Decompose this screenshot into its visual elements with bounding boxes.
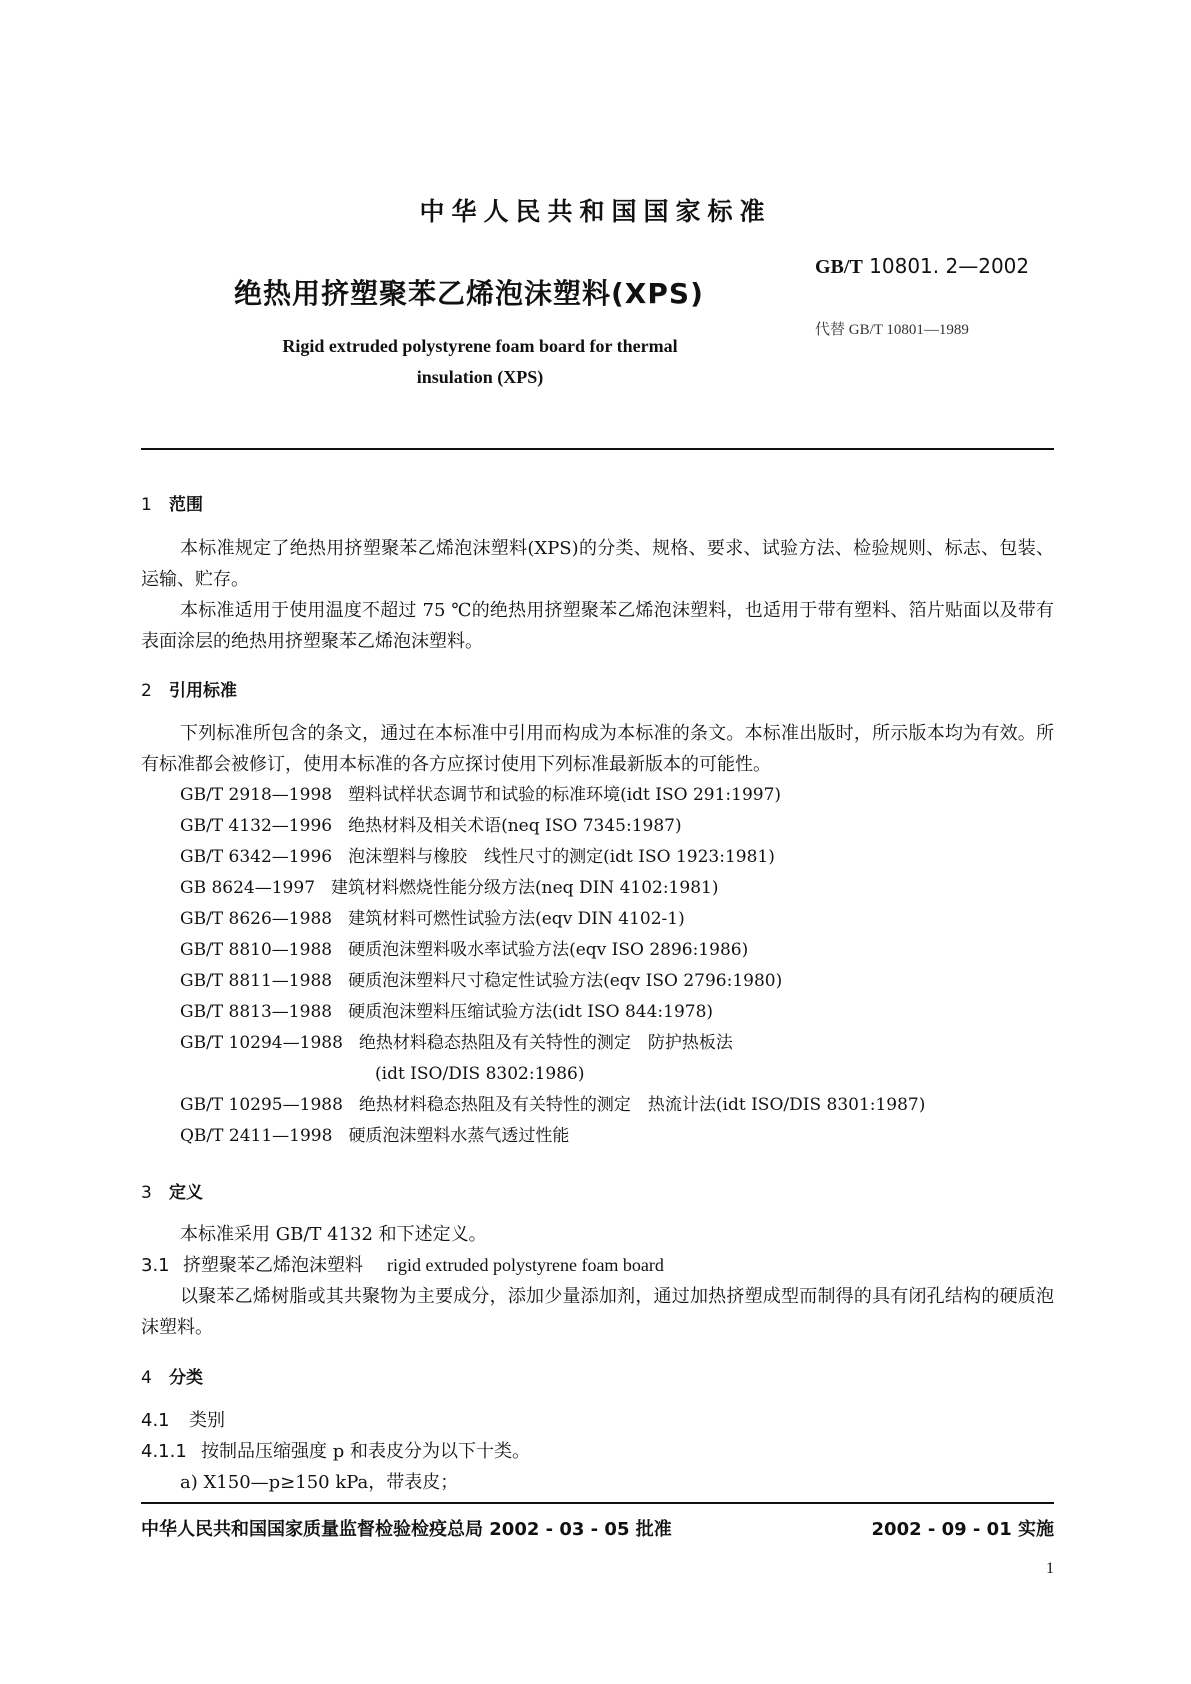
- subsection-4-1-1-number: 4.1.1: [141, 1441, 187, 1462]
- standard-prefix: GB/T: [815, 256, 863, 278]
- list-item-a: a) X150—p≥150 kPa，带表皮；: [180, 1472, 459, 1493]
- reference-item: [180, 904, 685, 935]
- reference-code: GB/T 10295—1988: [180, 1095, 343, 1115]
- reference-title: 绝热材料及相关术语(neq ISO 7345:1987): [348, 816, 682, 836]
- reference-title: 硬质泡沫塑料吸水率试验方法(eqv ISO 2896:1986): [348, 940, 749, 960]
- subsection-3-1-definition: 以聚苯乙烯树脂或其共聚物为主要成分，添加少量添加剂，通过加热挤塑成型而制得的具有闭孔结构的硬质泡沫塑料。: [141, 1286, 1054, 1338]
- reference-item: [180, 966, 782, 997]
- subsection-3-1-number: 3.1: [141, 1255, 170, 1276]
- section-1-paragraph-2: 本标准适用于使用温度不超过 75 ℃的绝热用挤塑聚苯乙烯泡沫塑料，也适用于带有塑料、箔片贴面以及带有表面涂层的绝热用挤塑聚苯乙烯泡沫塑料。: [141, 600, 1054, 652]
- reference-title: 泡沫塑料与橡胶 线性尺寸的测定(idt ISO 1923:1981): [348, 847, 775, 867]
- section-4-number: 4: [141, 1368, 152, 1388]
- subsection-4-1-title: 类别: [189, 1410, 225, 1431]
- subsection-4-1-1-text: 按制品压缩强度 p 和表皮分为以下十类。: [201, 1441, 530, 1462]
- subsection-4-1: [141, 1405, 225, 1436]
- reference-item: [180, 1090, 925, 1121]
- reference-item: [180, 997, 713, 1028]
- reference-code: GB 8624—1997: [180, 878, 316, 898]
- subsection-4-1-1: [141, 1436, 530, 1467]
- reference-code: QB/T 2411—1998: [180, 1126, 333, 1146]
- reference-code: GB/T 8811—1988: [180, 971, 333, 991]
- reference-item: [180, 811, 682, 842]
- reference-item: [180, 935, 748, 966]
- reference-title: (idt ISO/DIS 8302:1986): [375, 1064, 585, 1084]
- reference-item: [180, 1028, 733, 1059]
- standard-number-value: 10801. 2—2002: [862, 254, 1030, 278]
- effective-date: 2002 - 09 - 01 实施: [871, 1519, 1054, 1540]
- reference-title: 塑料试样状态调节和试验的标准环境(idt ISO 291:1997): [348, 785, 782, 805]
- subsection-3-1: [141, 1250, 664, 1281]
- section-3-number: 3: [141, 1183, 152, 1203]
- replaces-standard: 代替 GB/T 10801—1989: [815, 322, 969, 338]
- section-3-paragraph-1: 本标准采用 GB/T 4132 和下述定义。: [180, 1224, 487, 1245]
- subsection-3-1-term-en: rigid extruded polystyrene foam board: [387, 1255, 664, 1275]
- reference-code: GB/T 8813—1988: [180, 1002, 333, 1022]
- reference-title: 绝热材料稳态热阻及有关特性的测定 热流计法(idt ISO/DIS 8301:1987): [358, 1095, 926, 1115]
- reference-title: 硬质泡沫塑料水蒸气透过性能: [348, 1126, 570, 1146]
- reference-title: 硬质泡沫塑料尺寸稳定性试验方法(eqv ISO 2796:1980): [348, 971, 783, 991]
- reference-code: GB/T 2918—1998: [180, 785, 333, 805]
- reference-title: 绝热材料稳态热阻及有关特性的测定 防护热板法: [358, 1033, 733, 1053]
- reference-code: GB/T 4132—1996: [180, 816, 333, 836]
- subsection-4-1-number: 4.1: [141, 1410, 170, 1431]
- section-1-title: 范围: [169, 495, 203, 515]
- document-title-en-line1: Rigid extruded polystyrene foam board for thermal: [282, 336, 678, 356]
- section-3-heading: [141, 1178, 203, 1203]
- section-4-heading: [141, 1363, 203, 1388]
- section-2-paragraph-1: 下列标准所包含的条文，通过在本标准中引用而构成为本标准的条文。本标准出版时，所示版本均为有效。所有标准都会被修订，使用本标准的各方应探讨使用下列标准最新版本的可能性。: [141, 723, 1054, 775]
- header-divider: [141, 448, 1054, 450]
- footer-divider: [141, 1502, 1054, 1504]
- reference-item-continuation: [375, 1059, 585, 1090]
- document-title-cn: 绝热用挤塑聚苯乙烯泡沫塑料(XPS): [234, 277, 704, 310]
- section-1-paragraph-1: 本标准规定了绝热用挤塑聚苯乙烯泡沫塑料(XPS)的分类、规格、要求、试验方法、检验规则、标志、包装、运输、贮存。: [141, 538, 1054, 590]
- section-1-heading: [141, 490, 203, 515]
- document-title-en-line2: insulation (XPS): [416, 367, 544, 387]
- reference-title: 建筑材料燃烧性能分级方法(neq DIN 4102:1981): [331, 878, 719, 898]
- section-2-title: 引用标准: [169, 681, 237, 701]
- section-2-heading: [141, 676, 237, 701]
- reference-code: GB/T 6342—1996: [180, 847, 333, 867]
- reference-item: [180, 1121, 569, 1152]
- subsection-3-1-term: 挤塑聚苯乙烯泡沫塑料: [183, 1255, 363, 1276]
- section-4-title: 分类: [169, 1368, 203, 1388]
- section-1-number: 1: [141, 495, 152, 515]
- reference-title: 硬质泡沫塑料压缩试验方法(idt ISO 844:1978): [348, 1002, 714, 1022]
- reference-title: 建筑材料可燃性试验方法(eqv DIN 4102-1): [348, 909, 685, 929]
- section-2-number: 2: [141, 681, 152, 701]
- standard-number: [815, 254, 1029, 279]
- approval-statement: 中华人民共和国国家质量监督检验检疫总局 2002 - 03 - 05 批准: [141, 1519, 672, 1540]
- reference-item: [180, 842, 775, 873]
- reference-code: GB/T 8626—1988: [180, 909, 333, 929]
- reference-item: [180, 780, 781, 811]
- reference-code: GB/T 10294—1988: [180, 1033, 343, 1053]
- section-3-title: 定义: [169, 1183, 203, 1203]
- national-standard-heading: 中华人民共和国国家标准: [419, 197, 772, 226]
- reference-code: GB/T 8810—1988: [180, 940, 333, 960]
- reference-item: [180, 873, 718, 904]
- page-number: 1: [1046, 1560, 1054, 1577]
